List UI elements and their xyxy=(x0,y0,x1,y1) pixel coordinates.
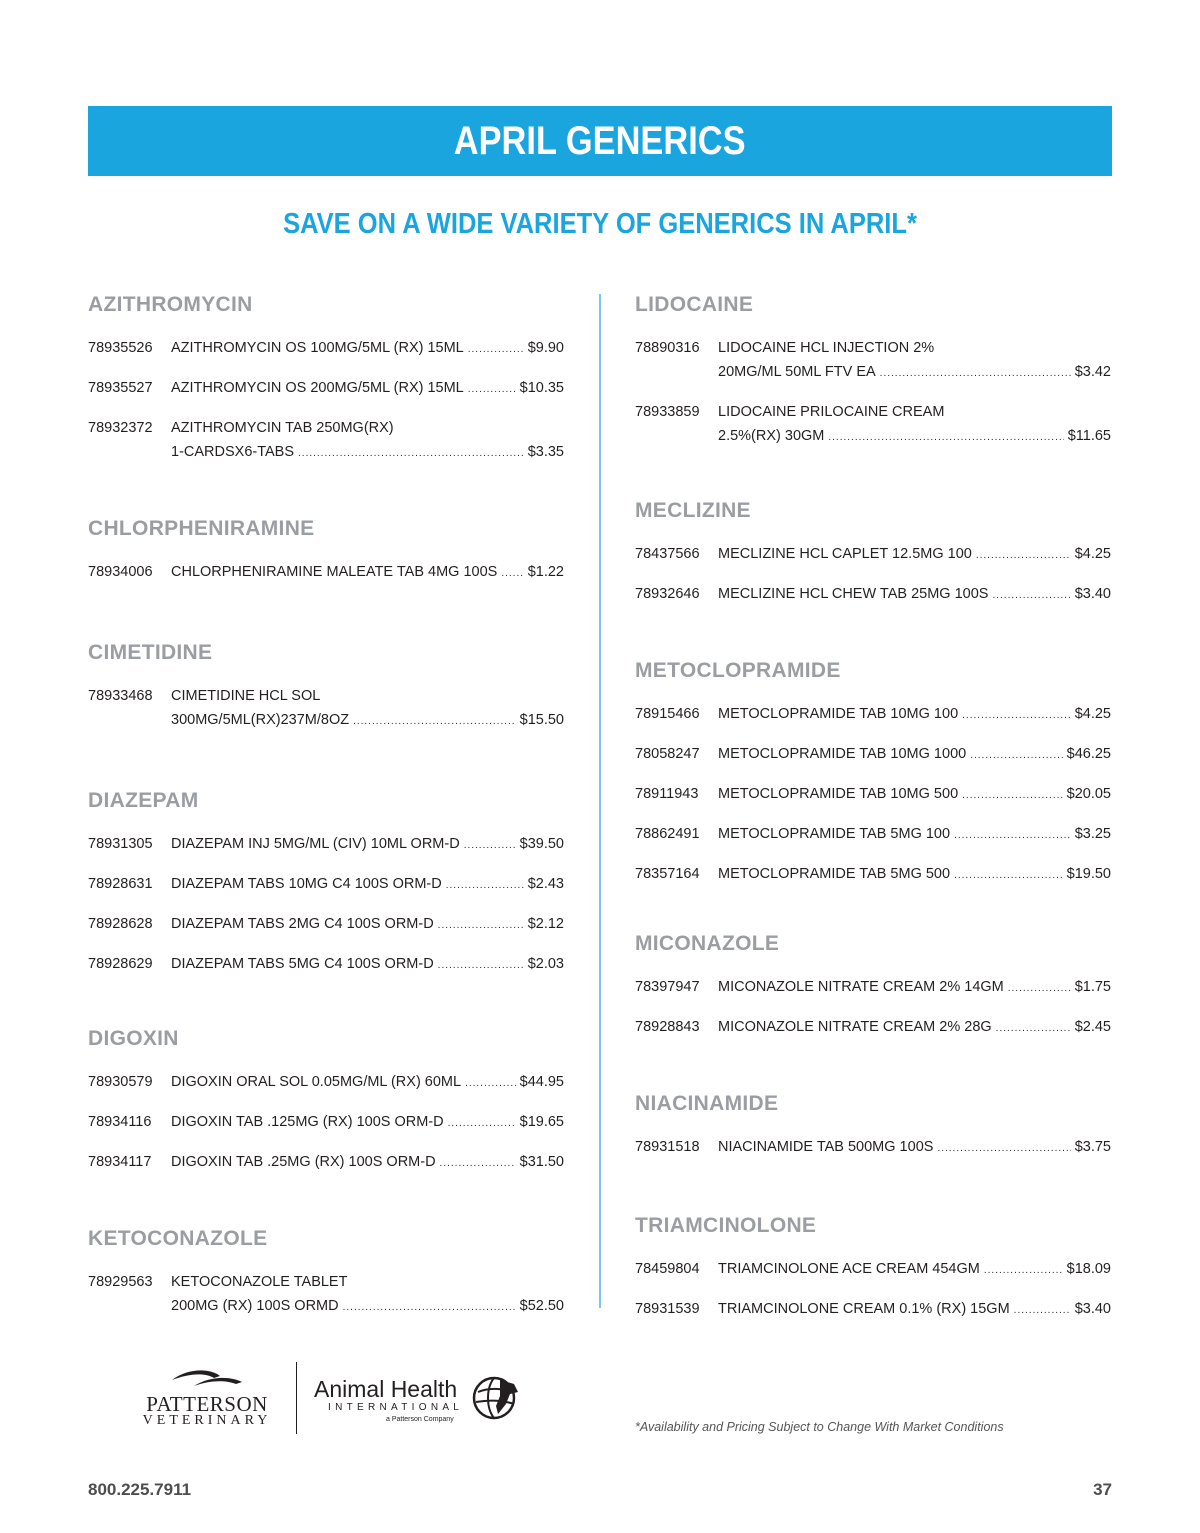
animal-health-international-logo xyxy=(314,1372,524,1438)
product-description: DIGOXIN TAB .25MG (RX) 100S ORM-D xyxy=(171,1154,436,1170)
product-item xyxy=(635,822,1111,848)
product-code: 78928629 xyxy=(88,956,153,972)
product-description: DIAZEPAM INJ 5MG/ML (CIV) 10ML ORM-D xyxy=(171,836,460,852)
product-description: AZITHROMYCIN OS 100MG/5ML (RX) 15ML xyxy=(171,340,464,356)
product-item xyxy=(635,1135,1111,1161)
product-code: 78934006 xyxy=(88,564,153,580)
product-price: $3.35 xyxy=(527,444,564,460)
product-price: $2.03 xyxy=(527,956,564,972)
product-code: 78357164 xyxy=(635,866,700,882)
product-description: MICONAZOLE NITRATE CREAM 2% 28G xyxy=(718,1019,992,1035)
product-description: DIGOXIN ORAL SOL 0.05MG/ML (RX) 60ML xyxy=(171,1074,462,1090)
dot-leader xyxy=(465,1072,516,1096)
section-metoclopramide xyxy=(635,654,1111,902)
product-item xyxy=(88,336,564,362)
product-price: $3.40 xyxy=(1074,1301,1111,1317)
product-price: $11.65 xyxy=(1067,428,1111,444)
product-code: 78397947 xyxy=(635,979,700,995)
section-heading: AZITHROMYCIN xyxy=(88,293,253,316)
globe-horse-icon xyxy=(470,1370,522,1424)
product-item xyxy=(88,1110,564,1136)
product-price: $9.90 xyxy=(527,340,564,356)
product-description: 2.5%(RX) 30GM xyxy=(718,428,825,444)
product-price: $2.43 xyxy=(527,876,564,892)
product-code: 78931305 xyxy=(88,836,153,852)
section-heading: MICONAZOLE xyxy=(635,932,780,955)
product-item xyxy=(88,1270,564,1320)
product-item xyxy=(88,912,564,938)
product-description-line: KETOCONAZOLE TABLET xyxy=(171,1274,348,1290)
product-price: $1.22 xyxy=(527,564,564,580)
disclaimer: *Availability and Pricing Subject to Change With Market Conditions xyxy=(635,1420,1004,1434)
dot-leader xyxy=(438,914,524,938)
dot-leader xyxy=(962,704,1071,728)
product-code: 78932646 xyxy=(635,586,700,602)
dot-leader xyxy=(828,426,1063,450)
section-chlorpheniramine xyxy=(88,512,564,600)
footer-logos xyxy=(132,1358,532,1438)
product-description: METOCLOPRAMIDE TAB 5MG 500 xyxy=(718,866,951,882)
dot-leader xyxy=(468,378,516,402)
product-description: CHLORPHENIRAMINE MALEATE TAB 4MG 100S xyxy=(171,564,498,580)
product-description: DIAZEPAM TABS 5MG C4 100S ORM-D xyxy=(171,956,434,972)
product-description: MECLIZINE HCL CHEW TAB 25MG 100S xyxy=(718,586,989,602)
section-niacinamide xyxy=(635,1087,1111,1175)
product-item xyxy=(88,684,564,734)
dot-leader xyxy=(298,442,524,466)
section-triamcinolone xyxy=(635,1209,1111,1337)
product-item xyxy=(88,376,564,402)
product-price: $19.50 xyxy=(1066,866,1111,882)
product-code: 78931518 xyxy=(635,1139,700,1155)
product-item xyxy=(88,1150,564,1176)
product-item xyxy=(88,560,564,586)
patterson-sub: VETERINARY xyxy=(142,1413,272,1428)
product-item xyxy=(635,1297,1111,1323)
product-description: DIGOXIN TAB .125MG (RX) 100S ORM-D xyxy=(171,1114,444,1130)
product-item xyxy=(635,542,1111,568)
section-lidocaine xyxy=(635,288,1111,464)
dot-leader xyxy=(343,1296,516,1320)
product-item xyxy=(635,1015,1111,1041)
product-price: $1.75 xyxy=(1074,979,1111,995)
dot-leader xyxy=(954,824,1071,848)
section-heading: METOCLOPRAMIDE xyxy=(635,659,841,682)
product-item xyxy=(635,742,1111,768)
product-description: NIACINAMIDE TAB 500MG 100S xyxy=(718,1139,934,1155)
product-price: $46.25 xyxy=(1066,746,1111,762)
product-description-line: LIDOCAINE PRILOCAINE CREAM xyxy=(718,404,945,420)
product-description: 200MG (RX) 100S ORMD xyxy=(171,1298,339,1314)
product-code: 78933859 xyxy=(635,404,700,420)
section-azithromycin xyxy=(88,288,564,480)
product-code: 78862491 xyxy=(635,826,700,842)
patterson-name: PATTERSON xyxy=(146,1392,268,1416)
product-code: 78933468 xyxy=(88,688,153,704)
logo-separator xyxy=(296,1362,297,1434)
section-heading: NIACINAMIDE xyxy=(635,1092,779,1115)
product-price: $44.95 xyxy=(519,1074,564,1090)
product-description: MECLIZINE HCL CAPLET 12.5MG 100 xyxy=(718,546,972,562)
dot-leader xyxy=(970,744,1062,768)
ahi-company: a Patterson Company xyxy=(386,1416,454,1423)
dot-leader xyxy=(1014,1299,1071,1323)
product-description: TRIAMCINOLONE ACE CREAM 454GM xyxy=(718,1261,980,1277)
product-item xyxy=(88,416,564,466)
product-code: 78930579 xyxy=(88,1074,153,1090)
dot-leader xyxy=(976,544,1071,568)
product-price: $3.75 xyxy=(1074,1139,1111,1155)
product-item xyxy=(88,832,564,858)
product-description: TRIAMCINOLONE CREAM 0.1% (RX) 15GM xyxy=(718,1301,1010,1317)
product-price: $3.25 xyxy=(1074,826,1111,842)
section-miconazole xyxy=(635,927,1111,1055)
product-price: $4.25 xyxy=(1074,706,1111,722)
product-item xyxy=(635,782,1111,808)
product-item xyxy=(635,1257,1111,1283)
product-item xyxy=(635,336,1111,386)
section-cimetidine xyxy=(88,636,564,748)
dot-leader xyxy=(438,954,524,978)
product-description: 300MG/5ML(RX)237M/8OZ xyxy=(171,712,350,728)
dot-leader xyxy=(992,584,1070,608)
dot-leader xyxy=(937,1137,1070,1161)
dot-leader xyxy=(962,784,1063,808)
dot-leader xyxy=(448,1112,516,1136)
product-description: METOCLOPRAMIDE TAB 10MG 500 xyxy=(718,786,959,802)
dot-leader xyxy=(440,1152,516,1176)
product-description-line: AZITHROMYCIN TAB 250MG(RX) xyxy=(171,420,394,436)
section-heading: KETOCONAZOLE xyxy=(88,1227,268,1250)
product-description: METOCLOPRAMIDE TAB 10MG 1000 xyxy=(718,746,967,762)
dot-leader xyxy=(464,834,516,858)
product-description: METOCLOPRAMIDE TAB 5MG 100 xyxy=(718,826,951,842)
patterson-swoosh-icon xyxy=(170,1366,244,1390)
dot-leader xyxy=(446,874,524,898)
section-heading: LIDOCAINE xyxy=(635,293,754,316)
section-meclizine xyxy=(635,494,1111,622)
product-description: METOCLOPRAMIDE TAB 10MG 100 xyxy=(718,706,959,722)
product-item xyxy=(88,1070,564,1096)
section-heading: CHLORPHENIRAMINE xyxy=(88,517,315,540)
product-code: 78911943 xyxy=(635,786,699,802)
dot-leader xyxy=(353,710,516,734)
title-banner xyxy=(88,106,1112,176)
dot-leader xyxy=(501,562,523,586)
product-code: 78928631 xyxy=(88,876,153,892)
product-item xyxy=(635,975,1111,1001)
product-code: 78934117 xyxy=(88,1154,152,1170)
product-price: $19.65 xyxy=(519,1114,564,1130)
product-price: $39.50 xyxy=(519,836,564,852)
ahi-international: INTERNATIONAL xyxy=(328,1402,464,1413)
product-price: $18.09 xyxy=(1066,1261,1111,1277)
product-code: 78437566 xyxy=(635,546,700,562)
product-item xyxy=(635,862,1111,888)
product-price: $2.12 xyxy=(527,916,564,932)
dot-leader xyxy=(954,864,1063,888)
section-digoxin xyxy=(88,1022,564,1190)
section-heading: CIMETIDINE xyxy=(88,641,213,664)
column-divider xyxy=(599,294,601,1308)
product-description: 20MG/ML 50ML FTV EA xyxy=(718,364,876,380)
product-code: 78934116 xyxy=(88,1114,152,1130)
product-item xyxy=(635,702,1111,728)
section-heading: DIGOXIN xyxy=(88,1027,179,1050)
product-code: 78931539 xyxy=(635,1301,700,1317)
product-code: 78935527 xyxy=(88,380,153,396)
product-description: DIAZEPAM TABS 2MG C4 100S ORM-D xyxy=(171,916,434,932)
product-description: DIAZEPAM TABS 10MG C4 100S ORM-D xyxy=(171,876,442,892)
product-description-line: CIMETIDINE HCL SOL xyxy=(171,688,321,704)
section-heading: DIAZEPAM xyxy=(88,789,199,812)
product-price: $4.25 xyxy=(1074,546,1111,562)
product-code: 78935526 xyxy=(88,340,153,356)
product-description: AZITHROMYCIN OS 200MG/5ML (RX) 15ML xyxy=(171,380,464,396)
product-item xyxy=(635,400,1111,450)
product-code: 78890316 xyxy=(635,340,700,356)
page-subtitle: SAVE ON A WIDE VARIETY OF GENERICS IN APRIL* xyxy=(283,208,917,240)
product-item xyxy=(88,952,564,978)
product-price: $31.50 xyxy=(519,1154,564,1170)
product-price: $15.50 xyxy=(519,712,564,728)
dot-leader xyxy=(468,338,524,362)
product-price: $10.35 xyxy=(519,380,564,396)
dot-leader xyxy=(996,1017,1071,1041)
section-ketoconazole xyxy=(88,1222,564,1334)
page-number: 37 xyxy=(1093,1480,1112,1499)
product-item xyxy=(635,582,1111,608)
section-diazepam xyxy=(88,784,564,992)
dot-leader xyxy=(984,1259,1063,1283)
dot-leader xyxy=(1008,977,1071,1001)
product-price: $2.45 xyxy=(1074,1019,1111,1035)
product-description: MICONAZOLE NITRATE CREAM 2% 14GM xyxy=(718,979,1004,995)
product-price: $52.50 xyxy=(519,1298,564,1314)
section-heading: TRIAMCINOLONE xyxy=(635,1214,817,1237)
product-price: $3.42 xyxy=(1074,364,1111,380)
patterson-veterinary-logo xyxy=(132,1358,282,1438)
dot-leader xyxy=(880,362,1071,386)
product-code: 78459804 xyxy=(635,1261,700,1277)
product-price: $20.05 xyxy=(1066,786,1111,802)
ahi-name: Animal Health xyxy=(314,1376,458,1402)
product-code: 78932372 xyxy=(88,420,153,436)
product-price: $3.40 xyxy=(1074,586,1111,602)
product-code: 78928628 xyxy=(88,916,153,932)
product-description-line: LIDOCAINE HCL INJECTION 2% xyxy=(718,340,935,356)
product-code: 78915466 xyxy=(635,706,700,722)
section-heading: MECLIZINE xyxy=(635,499,751,522)
product-code: 78928843 xyxy=(635,1019,700,1035)
product-description: 1-CARDSX6-TABS xyxy=(171,444,295,460)
product-item xyxy=(88,872,564,898)
product-code: 78929563 xyxy=(88,1274,153,1290)
product-code: 78058247 xyxy=(635,746,700,762)
phone-number: 800.225.7911 xyxy=(88,1480,192,1499)
page-title: APRIL GENERICS xyxy=(454,118,746,163)
